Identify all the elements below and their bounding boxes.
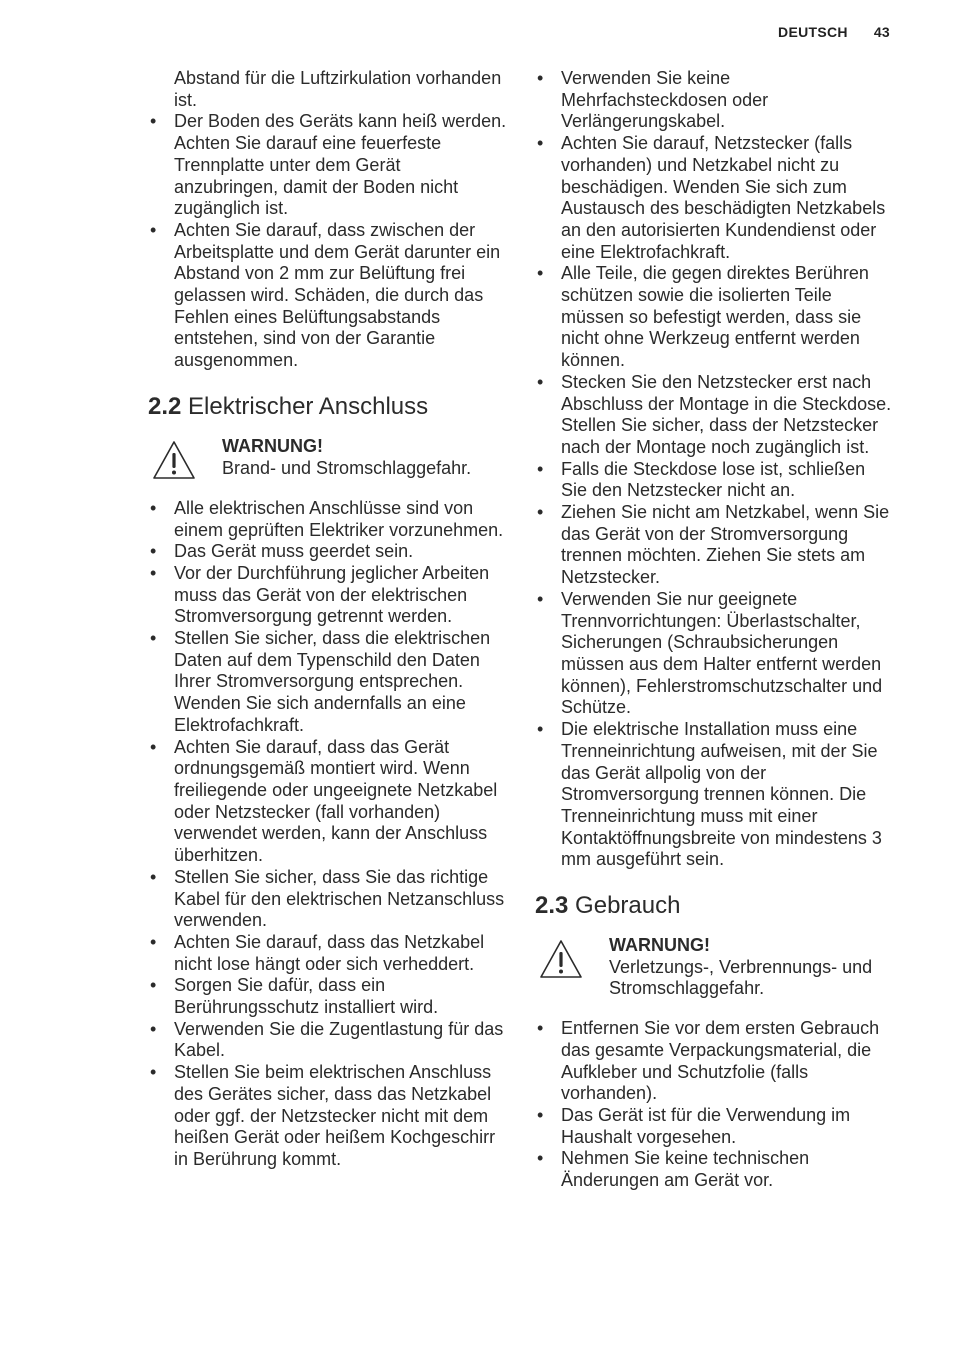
warning-box (148, 436, 508, 480)
list-item: • Verwenden Sie keine Mehrfachsteckdosen oder Verlängerungskabel. (537, 68, 769, 132)
warning-triangle-icon (152, 440, 196, 480)
list-item: • Sorgen Sie dafür, dass ein Berührungsschutz installiert wird. (150, 975, 439, 1018)
section-number: 2.2 (148, 392, 182, 420)
bullet-list (148, 111, 508, 371)
list-item: • Verwenden Sie nur geeignete Trennvorrichtungen: Überlastschalter, Sicherungen (Schraubsicherungen müssen aus dem Halter entfernt werden können), Fehlerstromschutzschalter und Schütze. (537, 588, 883, 718)
list-item: • Nehmen Sie keine technischen Änderungen am Gerät vor. (537, 1148, 810, 1191)
list-item: • Stellen Sie sicher, dass Sie das richtige Kabel für den elektrischen Netzanschluss verwenden. (150, 866, 505, 931)
warning-title: WARNUNG! (609, 935, 710, 956)
list-item: • Vor der Durchführung jeglicher Arbeiten muss das Gerät von der elektrischen Stromversorgung getrennt werden. (150, 562, 490, 627)
list-item: • Stellen Sie sicher, dass die elektrischen Daten auf dem Typenschild den Daten Ihrer Stromversorgung entsprechen. Wenden Sie sich andernfalls an eine Elektrofachkraft. (150, 628, 491, 735)
bullet-list (535, 1018, 895, 1192)
continued-paragraph: Abstand für die Luftzirkulation vorhanden ist. (174, 68, 502, 110)
list-item: • Achten Sie darauf, dass zwischen der Arbeitsplatte und dem Gerät darunter ein Abstand von 2 mm zur Belüftung frei gelassen wird. Schäden, die durch das Fehlen eines Belüftungsabstands entstehen, sind von der Garantie ausgenommen. (150, 219, 501, 371)
bullet-list (535, 68, 895, 871)
list-item: • Das Gerät muss geerdet sein. (150, 541, 414, 562)
section-title: Elektrischer Anschluss (188, 392, 429, 420)
list-item: • Stellen Sie beim elektrischen Anschluss des Gerätes sicher, dass das Netzkabel oder ggf. der Netzstecker nicht mit dem heißen Gerät oder heißem Kochgeschirr in Berührung kommt. (150, 1062, 496, 1169)
list-item: • Alle Teile, die gegen direktes Berühren schützen sowie die isolierten Teile müssen so befestigt werden, dass sie nicht ohne Werkzeug entfernt werden können. (537, 263, 869, 371)
header-language: DEUTSCH (778, 24, 848, 40)
warning-text: Brand- und Stromschlaggefahr. (222, 457, 472, 478)
bullet-list (148, 498, 508, 1171)
warning-title: WARNUNG! (222, 435, 323, 456)
warning-box (535, 935, 895, 1000)
section-number: 2.3 (535, 892, 569, 920)
list-item: • Achten Sie darauf, Netzstecker (falls vorhanden) und Netzkabel nicht zu beschädigen. Wenden Sie sich zum Austausch des beschädigten Netzkabels an den autorisierten Kundendienst oder eine Elektrofachkraft. (537, 133, 886, 262)
section-heading (535, 891, 895, 921)
warning-triangle-icon (539, 939, 583, 979)
list-item: • Der Boden des Geräts kann heiß werden. Achten Sie darauf eine feuerfeste Trennplatte unter dem Gerät anzubringen, damit der Boden nicht zugänglich ist. (150, 111, 507, 219)
list-item: • Alle elektrischen Anschlüsse sind von einem geprüften Elektriker vorzunehmen. (150, 497, 504, 540)
page-number: 43 (873, 24, 890, 40)
page-header (778, 24, 890, 40)
section-heading (148, 392, 508, 422)
list-item: • Stecken Sie den Netzstecker erst nach Abschluss der Montage in die Steckdose. Stellen Sie sicher, dass der Netzstecker nach der Montage noch zugänglich ist. (537, 371, 892, 457)
list-item: • Das Gerät ist für die Verwendung im Haushalt vorgesehen. (537, 1104, 851, 1147)
section-title: Gebrauch (575, 892, 681, 920)
right-column (535, 68, 895, 1192)
warning-text: Verletzungs-, Verbrennungs- und Stromschlaggefahr. (609, 956, 873, 999)
list-item: • Die elektrische Installation muss eine Trenneinrichtung aufweisen, mit der Sie das Gerät allpolig von der Stromversorgung trennen können. Die Trenneinrichtung muss mit einer Kontaktöffnungsbreite von mindestens 3 mm ausgeführt sein. (537, 719, 882, 870)
list-item: • Verwenden Sie die Zugentlastung für das Kabel. (150, 1018, 504, 1061)
list-item: • Entfernen Sie vor dem ersten Gebrauch das gesamte Verpackungsmaterial, die Aufkleber und Schutzfolie (falls vorhanden). (537, 1018, 880, 1104)
left-column (148, 68, 508, 1171)
list-item: • Achten Sie darauf, dass das Netzkabel nicht lose hängt oder sich verheddert. (150, 931, 485, 974)
list-item: • Falls die Steckdose lose ist, schließen Sie den Netzstecker nicht an. (537, 458, 866, 501)
list-item: • Ziehen Sie nicht am Netzkabel, wenn Sie das Gerät von der Stromversorgung trennen möchten. Ziehen Sie stets am Netzstecker. (537, 502, 890, 588)
list-item: • Achten Sie darauf, dass das Gerät ordnungsgemäß montiert wird. Wenn freiliegende oder ungeeignete Netzkabel oder Netzstecker (fall vorhanden) verwendet werden, kann der Anschluss überhitzen. (150, 736, 498, 866)
